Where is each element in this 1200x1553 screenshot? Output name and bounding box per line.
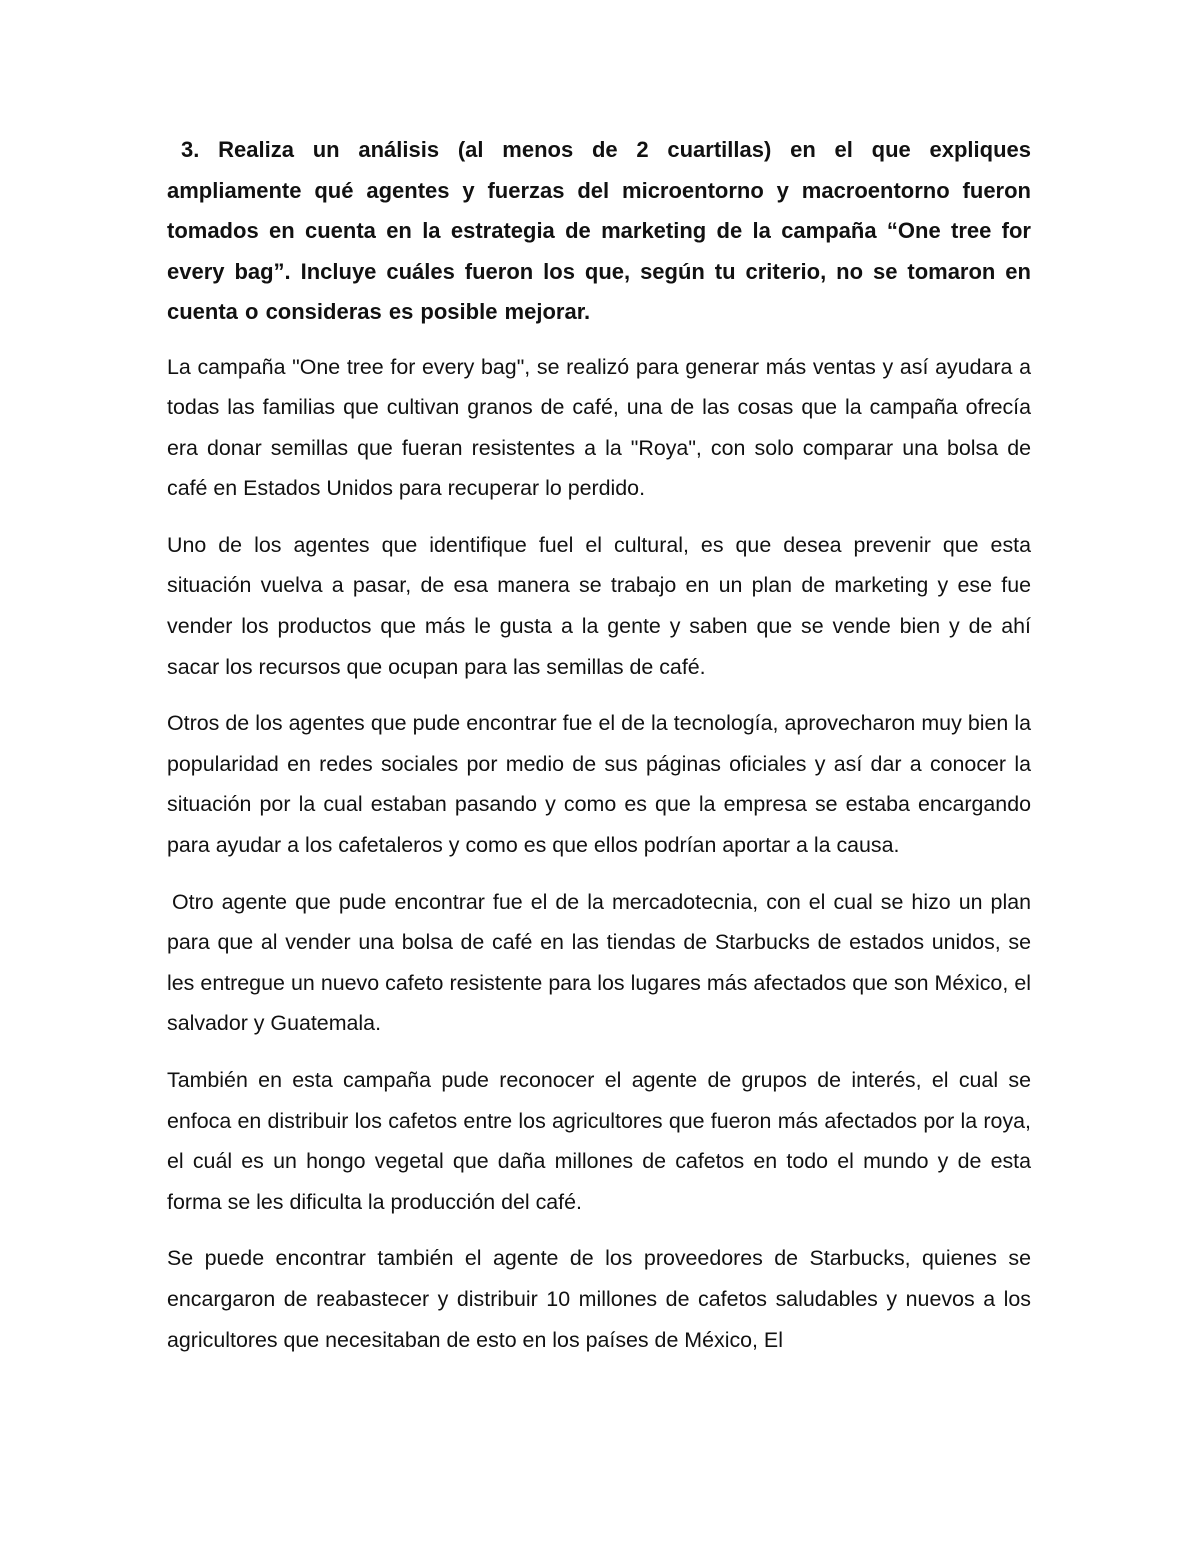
paragraph-intro: La campaña "One tree for every bag", se realizó para generar más ventas y así ayudara a todas las familias que cultivan granos de café, una de las cosas que la campaña ofrecía era donar semillas que fueran resistentes a la "Roya", con solo comparar una bolsa de café en Estados Unidos para recuperar lo perdido. <box>167 354 1031 501</box>
paragraph-cultural-agent: Uno de los agentes que identifique fuel el cultural, es que desea prevenir que esta situación vuelva a pasar, de esa manera se trabajo en un plan de marketing y ese fue vender los productos que más le gusta a la gente y saben que se vende bien y de ahí sacar los recursos que ocupan para las semillas de café. <box>167 532 1031 679</box>
paragraph-suppliers-agent: Se puede encontrar también el agente de los proveedores de Starbucks, quienes se encargaron de reabastecer y distribuir 10 millones de cafetos saludables y nuevos a los agricultores que necesitaban de esto en los países de México, El <box>167 1246 1031 1352</box>
paragraph-interest-groups-agent: También en esta campaña pude reconocer el agente de grupos de interés, el cual se enfoca en distribuir los cafetos entre los agricultores que fueron más afectados por la roya, el cuál es un hongo vegetal que daña millones de cafetos en todo el mundo y de esta forma se les dificulta la producción del café. <box>167 1068 1031 1214</box>
question-text: Realiza un análisis (al menos de 2 cuartillas) en el que expliques ampliamente qué agentes y fuerzas del microentorno y macroentorno fueron tomados en cuenta en la estrategia de marketing de la campaña “One tree for every bag”. Incluye cuáles fueron los que, según tu criterio, no se tomaron en cuenta o consideras es posible mejorar. <box>167 137 1031 324</box>
paragraph-technology-agent: Otros de los agentes que pude encontrar fue el de la tecnología, aprovecharon muy bien la popularidad en redes sociales por medio de sus páginas oficiales y así dar a conocer la situación por la cual estaban pasando y como es que la empresa se estaba encargando para ayudar a los cafetaleros y como es que ellos podrían aportar a la causa. <box>167 711 1031 858</box>
paragraph-marketing-agent: Otro agente que pude encontrar fue el de la mercadotecnia, con el cual se hizo un plan para que al vender una bolsa de café en las tiendas de Starbucks de estados unidos, se les entregue un nuevo cafeto resistente para los lugares más afectados que son México, el salvador y Guatemala. <box>167 889 1031 1036</box>
document-page <box>167 130 1031 1376</box>
question-number: 3. <box>181 137 200 162</box>
question-heading <box>167 130 1031 333</box>
